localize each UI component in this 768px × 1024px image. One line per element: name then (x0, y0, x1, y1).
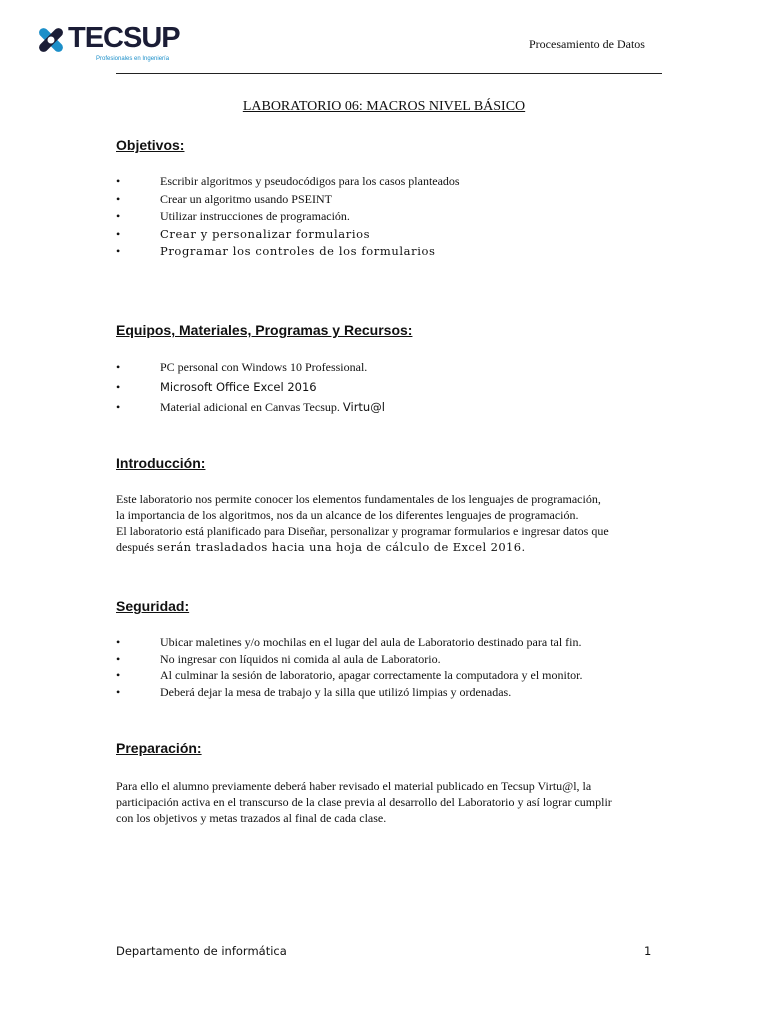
list-item-text: PC personal con Windows 10 Professional. (160, 360, 368, 374)
preparacion-paragraph (116, 778, 664, 826)
equipos-list (116, 358, 676, 417)
introduccion-paragraph (116, 491, 664, 555)
logo-x-icon (34, 22, 68, 58)
paragraph-line: la importancia de los algoritmos, nos da un alcance de los diferentes lenguajes de programación. (116, 508, 579, 522)
section-heading-introduccion: Introducción: (116, 455, 206, 471)
list-item (116, 208, 676, 226)
logo-tagline: Profesionales en Ingeniería (96, 56, 170, 62)
list-item-text: Ubicar maletines y/o mochilas en el lugar del aula de Laboratorio destinado para tal fin. (160, 635, 582, 649)
list-item (116, 358, 676, 377)
bullet-icon: • (116, 360, 121, 374)
list-item-text: Crear y personalizar formularios (160, 226, 371, 241)
list-item (116, 191, 676, 209)
section-heading-equipos: Equipos, Materiales, Programas y Recursos: (116, 322, 413, 338)
list-item-text: Deberá dejar la mesa de trabajo y la silla que utilizó limpias y ordenadas. (160, 684, 512, 699)
list-item-text: Material adicional en Canvas Tecsup. (160, 400, 343, 414)
bullet-icon: • (116, 244, 121, 258)
paragraph-fragment: serán trasladados hacia una hoja de cálculo de Excel 2016. (157, 540, 526, 554)
list-item (116, 243, 676, 261)
paragraph-line (116, 539, 664, 555)
section-heading-preparacion: Preparación: (116, 740, 202, 756)
paragraph-line: El laboratorio está planificado para Diseñar, personalizar y programar formularios e ingresar datos que (116, 524, 609, 538)
document-title (0, 99, 768, 115)
objetivos-list (116, 173, 676, 261)
bullet-icon: • (116, 668, 121, 682)
tecsup-logo (34, 22, 180, 66)
paragraph-line: Este laboratorio nos permite conocer los elementos fundamentales de los lenguajes de programación, (116, 492, 601, 506)
bullet-icon: • (116, 226, 121, 241)
header-course-name: Procesamiento de Datos (529, 37, 645, 51)
list-item (116, 634, 676, 651)
bullet-icon: • (116, 209, 121, 223)
bullet-icon: • (116, 684, 121, 699)
list-item-text: Programar los controles de los formularios (160, 244, 436, 258)
footer-department: Departamento de informática (116, 944, 287, 958)
logo-wordmark: TECSUP (68, 22, 180, 54)
list-item (116, 667, 676, 684)
paragraph-line: participación activa en el transcurso de la clase previa al desarrollo del Laboratorio y así lograr cumplir (116, 795, 612, 809)
paragraph-line: con los objetivos y metas trazados al final de cada clase. (116, 811, 387, 825)
seguridad-list (116, 634, 676, 700)
list-item-text: Escribir algoritmos y pseudocódigos para los casos planteados (160, 174, 460, 188)
list-item (116, 397, 676, 417)
paragraph-fragment: después (116, 540, 157, 554)
list-item-text: Crear un algoritmo usando PSEINT (160, 191, 332, 206)
list-item-text: No ingresar con líquidos ni comida al aula de Laboratorio. (160, 651, 441, 666)
paragraph-line: Para ello el alumno previamente deberá haber revisado el material publicado en Tecsup Virtu@l, la (116, 779, 592, 793)
list-item (116, 226, 676, 244)
section-heading-objetivos: Objetivos: (116, 137, 185, 153)
list-item-text: Utilizar instrucciones de programación. (160, 209, 350, 223)
list-item (116, 651, 676, 668)
bullet-icon: • (116, 635, 121, 649)
list-item-text: Microsoft Office Excel 2016 (160, 380, 317, 394)
bullet-icon: • (116, 380, 121, 394)
list-item (116, 377, 676, 397)
bullet-icon: • (116, 400, 121, 414)
header-divider (116, 73, 662, 74)
list-item (116, 684, 676, 701)
list-item-text: Al culminar la sesión de laboratorio, apagar correctamente la computadora y el monitor. (160, 668, 583, 682)
section-heading-seguridad: Seguridad: (116, 598, 190, 614)
bullet-icon: • (116, 191, 121, 206)
bullet-icon: • (116, 174, 121, 188)
virtual-label: Virtu@l (342, 400, 385, 414)
list-item (116, 173, 676, 191)
bullet-icon: • (116, 651, 121, 666)
page-number: 1 (644, 944, 652, 958)
document-title-text: LABORATORIO 06: MACROS NIVEL BÁSICO (242, 99, 526, 114)
